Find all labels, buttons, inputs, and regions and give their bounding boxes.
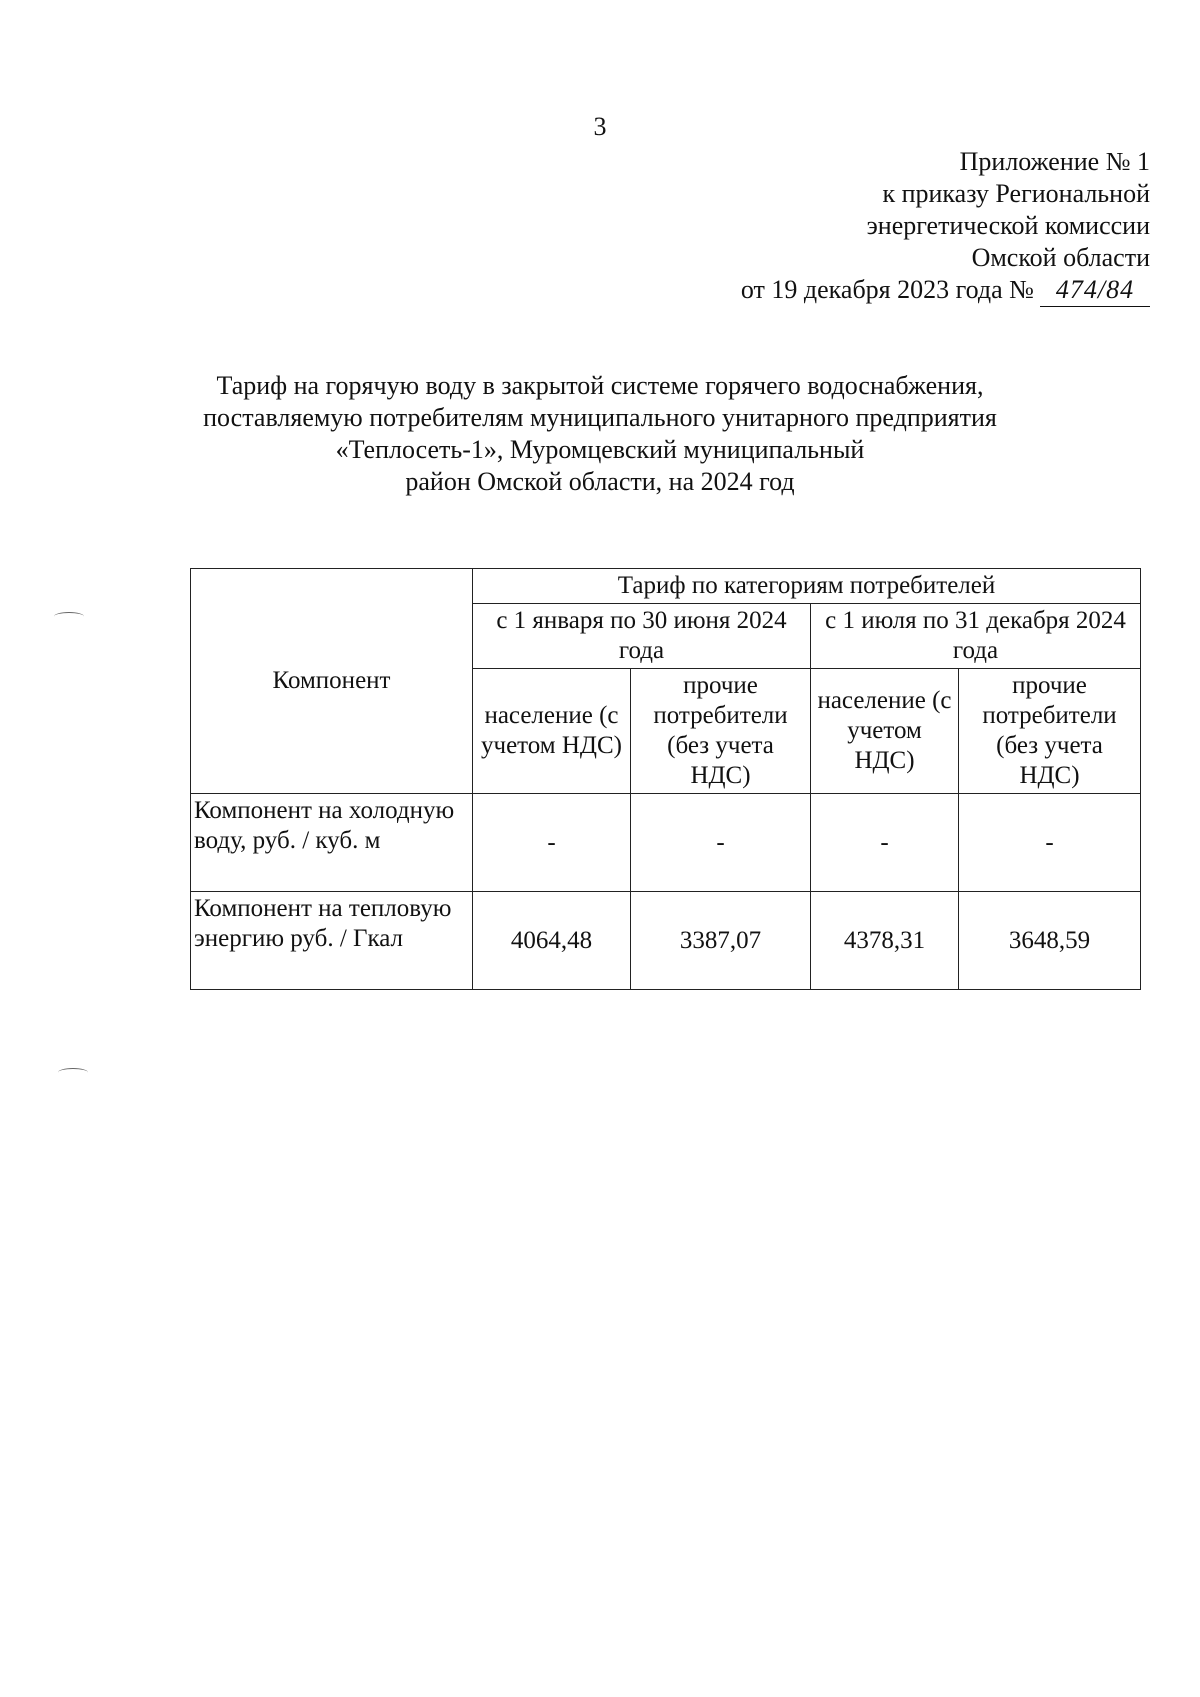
tariff-value: 4064,48 (473, 892, 631, 990)
tariff-value: - (959, 794, 1141, 892)
table-row (191, 794, 1141, 892)
appendix-line: Приложение № 1 (959, 147, 1150, 176)
tariff-value: 4378,31 (811, 892, 959, 990)
appendix-line: к приказу Региональной (882, 179, 1150, 208)
row-component: Компонент на холодную воду, руб. / куб. м (191, 794, 473, 892)
period-header: с 1 января по 30 июня 2024 года (473, 604, 811, 669)
tariff-value: - (811, 794, 959, 892)
table-header-row (191, 569, 1141, 604)
category-header: население (с учетом НДС) (811, 669, 959, 794)
title-line: «Теплосеть-1», Муромцевский муниципальный (335, 435, 865, 464)
row-component: Компонент на тепловую энергию руб. / Гкал (191, 892, 473, 990)
tariff-value: 3648,59 (959, 892, 1141, 990)
table-row (191, 892, 1141, 990)
order-prefix: от 19 декабря 2023 года № (740, 275, 1034, 304)
title-line: район Омской области, на 2024 год (405, 467, 795, 496)
order-number: 474/84 (1040, 274, 1150, 307)
scan-artifact (54, 612, 84, 621)
tariff-value: - (473, 794, 631, 892)
title-line: поставляемую потребителям муниципального унитарного предприятия (203, 403, 997, 432)
document-title (0, 370, 1200, 498)
period-header: с 1 июля по 31 декабря 2024 года (811, 604, 1141, 669)
category-header: прочие потребители (без учета НДС) (631, 669, 811, 794)
page-number: 3 (593, 112, 607, 141)
tariff-table (190, 568, 1141, 990)
scan-artifact (58, 1068, 88, 1077)
component-header: Компонент (191, 569, 473, 794)
tariff-group-header: Тариф по категориям потребителей (473, 569, 1141, 604)
tariff-value: 3387,07 (631, 892, 811, 990)
title-line: Тариф на горячую воду в закрытой системе горячего водоснабжения, (216, 371, 984, 400)
appendix-block (741, 146, 1150, 307)
tariff-value: - (631, 794, 811, 892)
appendix-line: энергетической комиссии (866, 211, 1150, 240)
appendix-line: Омской области (971, 243, 1150, 272)
category-header: население (с учетом НДС) (473, 669, 631, 794)
category-header: прочие потребители (без учета НДС) (959, 669, 1141, 794)
order-reference (741, 274, 1150, 307)
